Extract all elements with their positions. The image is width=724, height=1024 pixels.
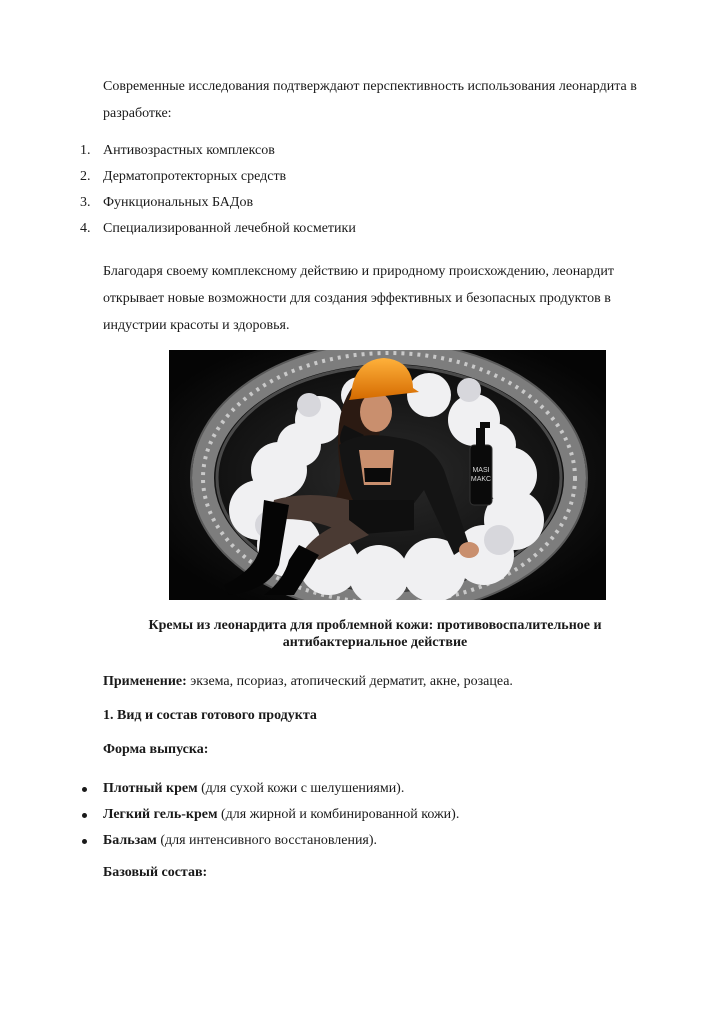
usage-line (103, 672, 513, 692)
list-item: Бальзам (для интенсивного восстановления). (80, 828, 459, 854)
summary-paragraph: Благодаря своему комплексному действию и природному происхождению, леонардит открывает новые возможности для создания эффективных и безопасных продуктов в индустрии красоты и здоровья. (103, 264, 614, 333)
release-form-label: Форма выпуска: (103, 742, 209, 757)
bottle-label-1: MASI (472, 467, 490, 474)
usage-text: экзема, псориаз, атопический дерматит, акне, розацеа. (186, 674, 513, 689)
list-item: 1. Антивозрастных комплексов (80, 143, 275, 158)
base-composition-label: Базовый состав: (103, 865, 208, 880)
list-item: Легкий гель-крем (для жирной и комбинированной кожи). (80, 802, 459, 828)
applications-list (80, 138, 356, 242)
subheading: 1. Вид и состав готового продукта (103, 708, 317, 723)
bottle-label-2: MAKC (470, 476, 492, 483)
illustration-svg (169, 350, 606, 600)
list-item: 3. Функциональных БАДов (80, 195, 254, 210)
list-item: 2. Дерматопротекторных средств (80, 169, 287, 184)
bullet-icon (82, 787, 87, 792)
section-title: Кремы из леонардита для проблемной кожи: противовоспалительное и антибактериальное действие (148, 618, 602, 650)
intro-paragraph: Современные исследования подтверждают перспективность использования леонардита в разработке: (103, 79, 637, 121)
illustration-image (169, 350, 606, 600)
usage-label: Применение: (103, 674, 187, 689)
bullet-icon (82, 839, 87, 844)
list-item: 4. Специализированной лечебной косметики (80, 221, 356, 236)
bullet-icon (82, 813, 87, 818)
release-forms-list (80, 776, 459, 854)
list-item: Плотный крем (для сухой кожи с шелушениями). (80, 776, 459, 802)
